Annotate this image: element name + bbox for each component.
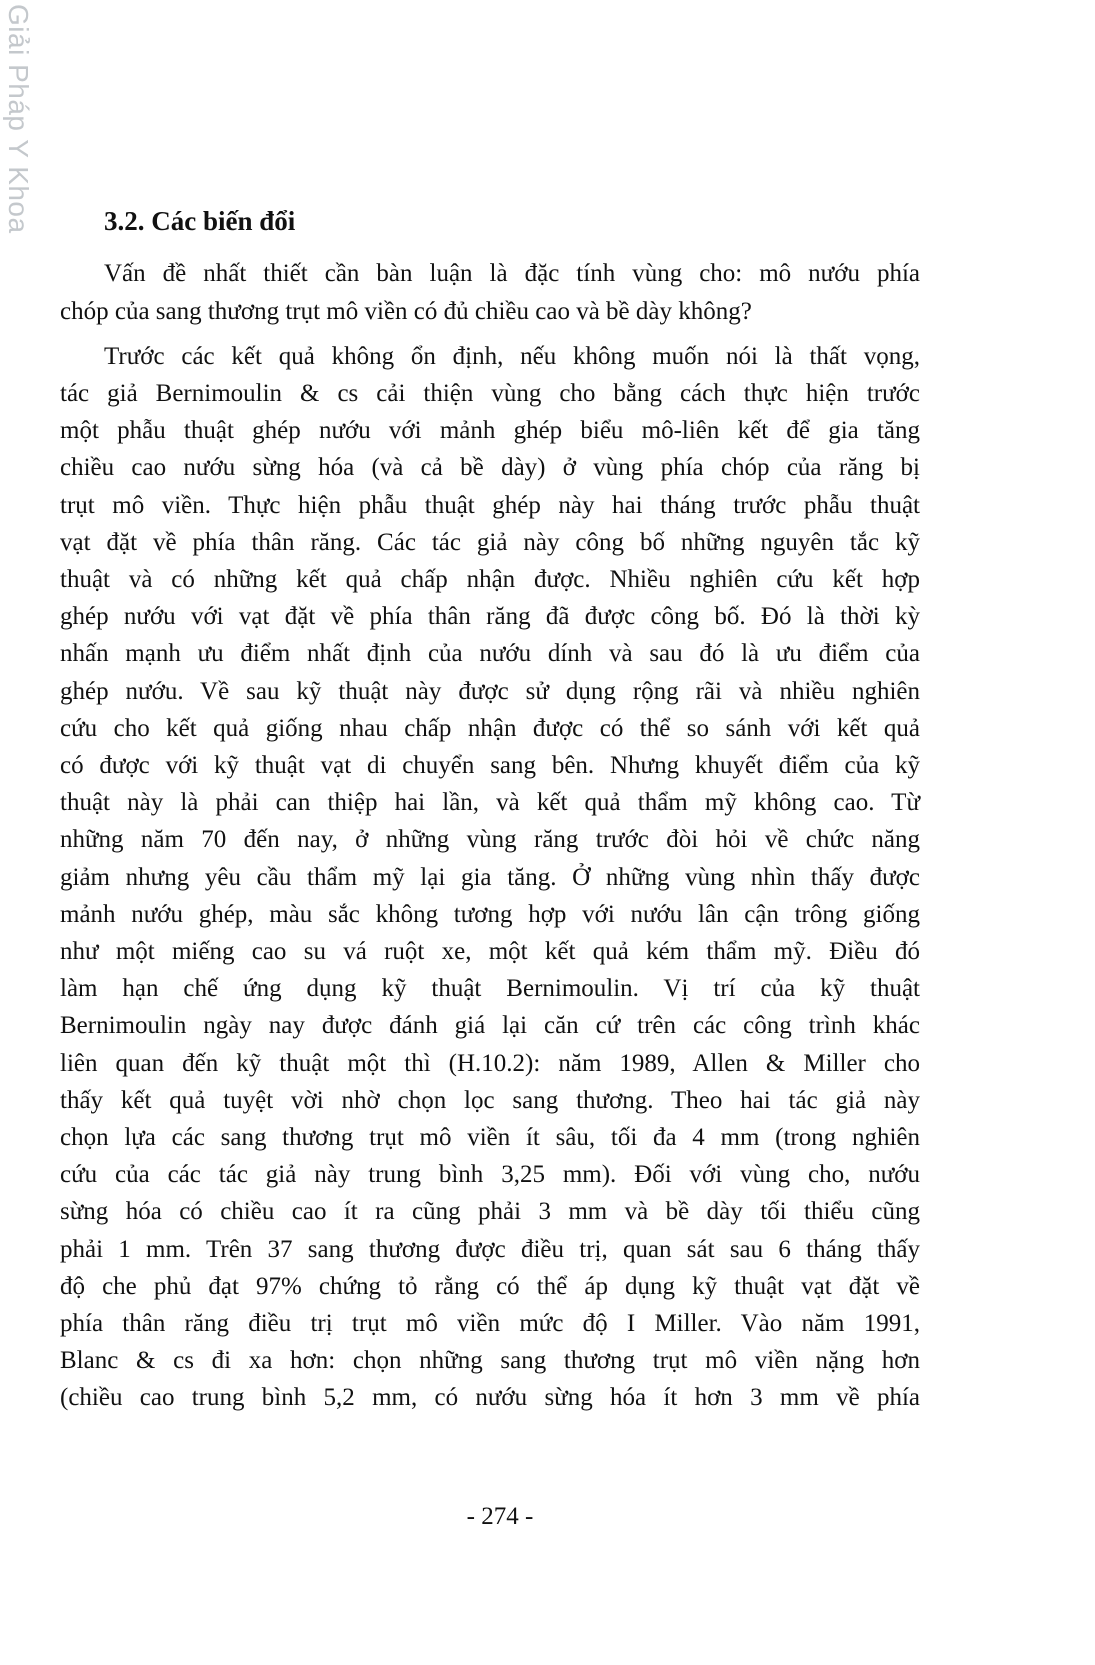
text-line: phải 1 mm. Trên 37 sang thương được điều trị, quan sát sau 6 tháng thấy: [60, 1235, 920, 1263]
text-line: có được với kỹ thuật vạt di chuyển sang bên. Nhưng khuyết điểm của kỹ: [60, 752, 920, 780]
text-line: nhấn mạnh ưu điểm nhất định của nướu dính và sau đó là ưu điểm của: [60, 640, 920, 668]
text-line: vạt đặt về phía thân răng. Các tác giả này công bố những nguyên tắc kỹ: [60, 528, 920, 556]
watermark-text: Giải Pháp Y Khoa: [3, 4, 34, 234]
text-line: thuật này là phải can thiệp hai lần, và kết quả thẩm mỹ không cao. Từ: [60, 789, 920, 817]
text-line: thuật và có những kết quả chấp nhận được. Nhiều nghiên cứu kết hợp: [60, 566, 920, 594]
text-line: phía thân răng điều trị trụt mô viền mức độ I Miller. Vào năm 1991,: [60, 1310, 920, 1338]
text-line: chóp của sang thương trụt mô viền có đủ chiều cao và bề dày không?: [60, 297, 752, 325]
text-line: liên quan đến kỹ thuật một thì (H.10.2): năm 1989, Allen & Miller cho: [60, 1049, 920, 1077]
text-line: chọn lựa các sang thương trụt mô viền ít sâu, tối đa 4 mm (trong nghiên: [60, 1124, 920, 1152]
text-line: cứu của các tác giả này trung bình 3,25 mm). Đối với vùng cho, nướu: [60, 1161, 920, 1189]
text-line: Vấn đề nhất thiết cần bàn luận là đặc tính vùng cho: mô nướu phía: [104, 260, 920, 288]
text-line: Blanc & cs đi xa hơn: chọn những sang thương trụt mô viền nặng hơn: [60, 1347, 920, 1375]
paragraph-1: [60, 255, 920, 329]
text-line: ghép nướu. Về sau kỹ thuật này được sử dụng rộng rãi và nhiều nghiên: [60, 677, 920, 705]
text-line: giảm nhưng yêu cầu thẩm mỹ lại gia tăng. Ở những vùng nhìn thấy được: [60, 863, 920, 891]
text-line: thấy kết quả tuyệt vời nhờ chọn lọc sang thương. Theo hai tác giả này: [60, 1086, 920, 1114]
paragraph-2: [60, 338, 920, 1417]
text-line: sừng hóa có chiều cao ít ra cũng phải 3 mm và bề dày tối thiểu cũng: [60, 1198, 920, 1226]
text-line: Bernimoulin ngày nay được đánh giá lại căn cứ trên các công trình khác: [60, 1012, 920, 1040]
text-line: mảnh nướu ghép, màu sắc không tương hợp với nướu lân cận trông giống: [60, 900, 920, 928]
text-line: độ che phủ đạt 97% chứng tỏ rằng có thể áp dụng kỹ thuật vạt đặt về: [60, 1272, 920, 1300]
text-line: cứu cho kết quả giống nhau chấp nhận được có thể so sánh với kết quả: [60, 714, 920, 742]
text-line: một phẫu thuật ghép nướu với mảnh ghép biểu mô-liên kết để gia tăng: [60, 417, 920, 445]
text-line: tác giả Bernimoulin & cs cải thiện vùng cho bằng cách thực hiện trước: [60, 380, 920, 407]
text-line: làm hạn chế ứng dụng kỹ thuật Bernimoulin. Vị trí của kỹ thuật: [60, 975, 920, 1003]
text-line: chiều cao nướu sừng hóa (và cả bề dày) ở vùng phía chóp của răng bị: [60, 454, 920, 482]
text-line: Trước các kết quả không ổn định, nếu không muốn nói là thất vọng,: [104, 342, 920, 370]
text-line: trụt mô viền. Thực hiện phẫu thuật ghép này hai tháng trước phẫu thuật: [60, 491, 920, 519]
text-line: những năm 70 đến nay, ở những vùng răng trước đòi hỏi về chức năng: [60, 826, 920, 854]
section-heading: 3.2. Các biến đổi: [104, 206, 296, 236]
page-content: [60, 205, 920, 1417]
text-line: như một miếng cao su vá ruột xe, một kết quả kém thẩm mỹ. Điều đó: [60, 938, 920, 966]
page-number: - 274 -: [466, 1503, 534, 1530]
text-line: (chiều cao trung bình 5,2 mm, có nướu sừng hóa ít hơn 3 mm về phía: [60, 1384, 920, 1412]
text-line: ghép nướu với vạt đặt về phía thân răng đã được công bố. Đó là thời kỳ: [60, 603, 920, 631]
